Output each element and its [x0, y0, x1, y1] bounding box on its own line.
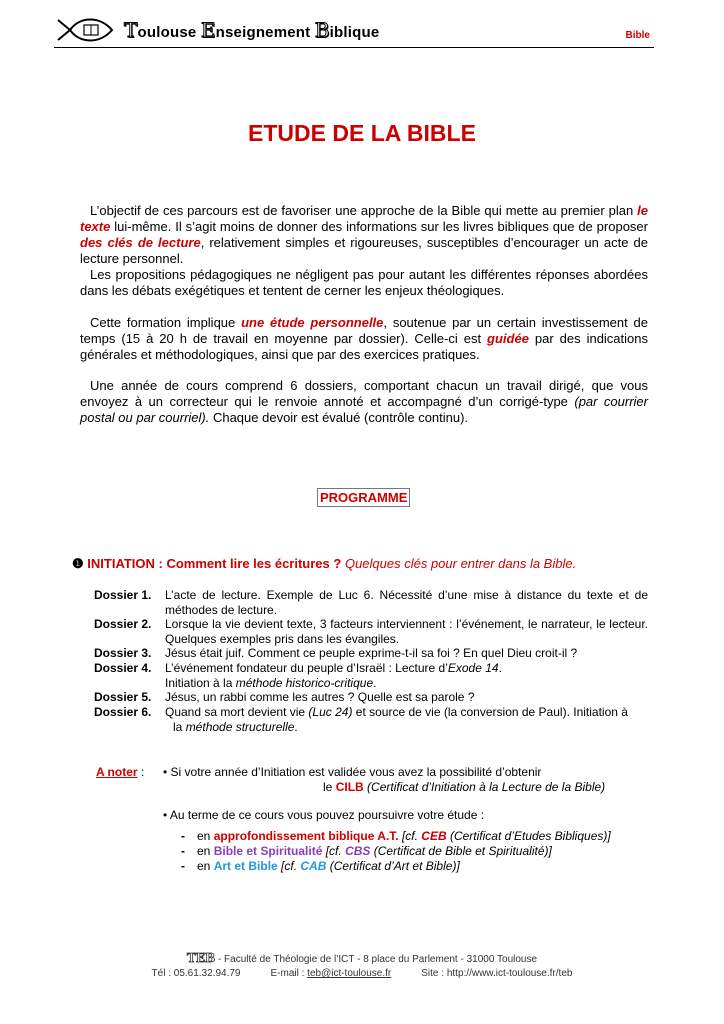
dossier-label: Dossier 5. [94, 690, 152, 704]
option-item [181, 829, 611, 843]
dash-bullet: - [181, 859, 185, 873]
certificate-code: CAB [300, 859, 327, 873]
dossier-label: Dossier 3. [94, 646, 152, 660]
text: . [294, 719, 298, 734]
title-initial-t: T [124, 18, 138, 42]
text: Initiation à la [165, 675, 236, 690]
note-label-text: A noter [96, 765, 138, 779]
note-line-1: • Si votre année d’Initiation est validée vous avez la possibilité d’obtenir [163, 765, 542, 779]
header-divider [54, 47, 654, 48]
text: [cf. [401, 829, 422, 843]
note-line-3: • Au terme de ce cours vous pouvez poursuivre votre étude : [163, 808, 485, 822]
text: lui-même. Il s’agit moins de donner des informations sur les livres bibliques que de proposer [110, 219, 648, 234]
dossier-item [94, 690, 648, 705]
option-name: approfondissement biblique A.T. [213, 829, 399, 843]
dossier-text: Jésus était juif. Comment ce peuple exprime-t-il sa foi ? En quel Dieu croit-il ? [165, 646, 578, 660]
header-section-label: Bible [625, 30, 650, 41]
text: le [323, 780, 336, 794]
site-label: Site : [421, 968, 447, 979]
emphasis-text: une étude personnelle [241, 315, 384, 330]
option-name: Bible et Spiritualité [213, 844, 323, 858]
title-initial-e: E [200, 18, 216, 42]
dossier-item [94, 705, 648, 734]
option-name: Art et Bible [213, 859, 278, 873]
certificate-code: CILB [335, 780, 364, 794]
email-label: E-mail : [270, 968, 308, 979]
dossier-text: Jésus, un rabbi comme les autres ? Quelle est sa parole ? [165, 690, 475, 704]
certificate-full-name: (Certificat de Bible et Spiritualité)] [373, 844, 552, 858]
text: , soutenue par un certain investissement de temps (15 à 20 h de travail en moyenne par dossier). Celle-ci est [80, 315, 648, 346]
certificate-code: CBS [345, 844, 371, 858]
certificate-full-name: (Certificat d’Initiation à la Lecture de la Bible) [367, 780, 606, 794]
intro-paragraph-4 [80, 378, 648, 426]
bullet-icon: ❶ [72, 556, 84, 571]
dossier-continuation [165, 676, 648, 691]
title-initial-b: B [314, 18, 330, 42]
italic-text: (par courrier postal ou par courriel). [80, 394, 648, 425]
certificate-code: CEB [421, 829, 447, 843]
text: la [173, 719, 186, 734]
emphasis-text: des clés de lecture [80, 235, 201, 250]
title-part-3: iblique [329, 24, 380, 41]
dossier-text: L’acte de lecture. Exemple de Luc 6. Nécessité d’une mise à distance du texte et de méthodes de lecture. [165, 588, 648, 617]
option-item [181, 844, 552, 858]
title-part-2: nseignement [215, 24, 315, 41]
text: , relativement simples et rigoureuses, susceptibles d’encourager un acte de lecture personnel. [80, 235, 648, 266]
dossier-label: Dossier 4. [94, 661, 152, 675]
dossier-text [165, 661, 648, 676]
fish-logo-icon [56, 16, 114, 44]
phone-text: Tél : 05.61.32.94.79 [151, 968, 241, 979]
text: en [197, 859, 214, 873]
dossier-text [165, 705, 648, 720]
text: par des indications générales et méthodologiques, ainsi que par des exercices pratiques. [80, 331, 648, 362]
dossier-item [94, 646, 648, 661]
text: Quand sa mort devient vie [165, 705, 309, 719]
text: Cette formation implique [90, 315, 242, 330]
initiation-subtitle: Quelques clés pour entrer dans la Bible. [344, 556, 577, 571]
emphasis-text: guidée [487, 331, 529, 346]
footer-address [0, 951, 724, 965]
dossier-continuation [173, 720, 648, 735]
title-part-1: oulouse [137, 24, 201, 41]
initiation-title: INITIATION : Comment lire les écritures ? [87, 556, 342, 571]
dossier-label: Dossier 1. [94, 588, 152, 602]
note-label [96, 765, 144, 779]
text: L’objectif de ces parcours est de favoriser une approche de la Bible qui mette au premier plan [90, 203, 638, 218]
site-url[interactable]: http://www.ict-toulouse.fr/teb [446, 968, 573, 979]
text: . [373, 675, 377, 690]
italic-text: Exode 14 [447, 661, 499, 675]
certificate-full-name: (Certificat d’Etudes Bibliques)] [449, 829, 611, 843]
initiation-heading [72, 556, 576, 572]
dash-bullet: - [181, 829, 185, 843]
intro-paragraph-3 [80, 315, 648, 363]
text: L’événement fondateur du peuple d’Israël : Lecture d’ [165, 661, 448, 675]
text: en [197, 829, 214, 843]
text: et source de vie (la conversion de Paul). Initiation à [352, 705, 628, 719]
text: en [197, 844, 214, 858]
dossier-item [94, 617, 648, 646]
footer-contact [0, 968, 724, 979]
email-link[interactable]: teb@ict-toulouse.fr [307, 968, 392, 979]
text: . [498, 661, 502, 675]
emphasis-text: le texte [80, 203, 648, 234]
italic-text: (Luc 24) [308, 705, 353, 719]
option-item [181, 859, 460, 873]
dossier-item [94, 588, 648, 617]
text: Une année de cours comprend 6 dossiers, comportant chacun un travail dirigé, que vous envoyez à un correcteur qui le renvoie annoté et accompagné d’un corrigé-type [80, 378, 648, 409]
dash-bullet: - [181, 844, 185, 858]
note-line-2 [323, 780, 605, 794]
intro-paragraph-1 [80, 203, 648, 299]
teb-logo-icon: TEB [186, 951, 216, 965]
intro-paragraph-2: Les propositions pédagogiques ne négligent pas pour autant les différentes réponses abordées dans les débats exégétiques et tentent de cerner les enjeux théologiques. [80, 267, 648, 298]
italic-text: méthode structurelle [185, 719, 295, 734]
dossier-text: Lorsque la vie devient texte, 3 facteurs interviennent : l’événement, le narrateur, le lecteur. Quelques exemples pris dans les évangiles. [165, 617, 648, 646]
page-title: ETUDE DE LA BIBLE [248, 120, 476, 146]
italic-text: méthode historico-critique [235, 675, 374, 690]
text: [cf. [325, 844, 346, 858]
address-text: - Faculté de Théologie de l’ICT - 8 place du Parlement - 31000 Toulouse [215, 954, 538, 965]
programme-heading: PROGRAMME [317, 488, 410, 507]
dossier-label: Dossier 2. [94, 617, 152, 631]
note-separator: : [137, 765, 145, 779]
dossier-item [94, 661, 648, 690]
text: Chaque devoir est évalué (contrôle continu). [209, 410, 469, 425]
text: [cf. [281, 859, 301, 873]
certificate-full-name: (Certificat d’Art et Bible)] [329, 859, 460, 873]
header-title [124, 18, 379, 42]
dossier-label: Dossier 6. [94, 705, 152, 719]
